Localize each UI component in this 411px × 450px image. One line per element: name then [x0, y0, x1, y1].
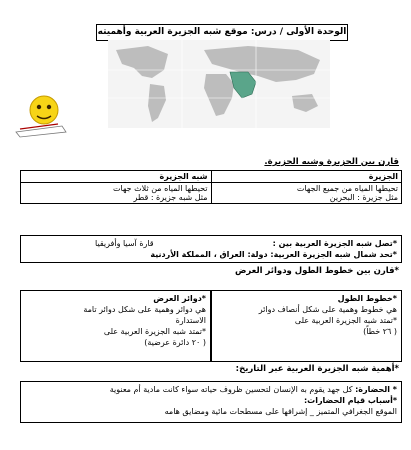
peninsula-example: مثل شبه جزيرة : قطر	[133, 193, 208, 202]
civilization-definition	[25, 384, 397, 395]
civilization-box	[20, 381, 402, 423]
longitude-line3: ( ٢٦ خطاً)	[363, 327, 397, 336]
civilization-label: * الحضارة:	[355, 385, 397, 394]
longitude-title: *خطوط الطول	[337, 294, 397, 303]
lesson-title: الوحدة الأولى / درس: موقع شبه الجزيرة العربية وأهميته	[96, 24, 348, 41]
island-example: مثل جزيرة : البحرين	[329, 193, 398, 202]
north-border-line: *تحد شمال شبه الجزيرة العربية: دولة: العراق ، المملكة الأردنية	[150, 250, 397, 259]
section3-heading: *قارن بين خطوط الطول ودوائر العرض	[234, 266, 399, 276]
section4-heading: *أهمية شبه الجزيرة العربية عبر التاريخ:	[235, 364, 399, 374]
connection-box	[20, 235, 402, 263]
civilization-text: كل جهد يقوم به الإنسان لتحسين ظروف حياته سواء كانت مادية أم معنوية	[109, 385, 356, 394]
island-vs-peninsula-table	[20, 170, 402, 204]
connection-label: *تصل شبه الجزيرة العربية بين :	[272, 239, 397, 248]
connection-value: قارة آسيا وأفريقيا	[95, 239, 154, 248]
longitude-cell	[211, 290, 402, 362]
latitude-line4: ( ٢٠ دائرة عرضية)	[144, 338, 206, 347]
latitude-title: *دوائر العرض	[153, 294, 206, 303]
world-map-image	[108, 40, 330, 128]
civilization-reasons-title: *أسباب قيام الحضارات:	[303, 396, 397, 405]
civilization-reasons: الموقع الجغرافي المتميز _ إشرافها على مسطحات مائية ومضايق هامه	[164, 407, 397, 416]
connection-row	[25, 238, 397, 249]
peninsula-description: تحيطها المياه من ثلاث جهات	[113, 184, 208, 193]
longitude-latitude-table	[20, 290, 402, 362]
latitude-cell	[20, 290, 211, 362]
latitude-line1: هي دوائر وهمية على شكل دوائر تامة	[83, 305, 206, 314]
col-header-peninsula: شبه الجزيرة	[21, 171, 212, 183]
col-header-island: الجزيرة	[211, 171, 402, 183]
latitude-line2: الاستدارة	[175, 316, 206, 325]
longitude-line2: *تمتد شبه الجزيرة العربية على	[294, 316, 397, 325]
island-cell	[211, 183, 402, 204]
latitude-line3: *تمتد شبه الجزيرة العربية على	[103, 327, 206, 336]
longitude-line1: هي خطوط وهمية على شكل أنصاف دوائر	[258, 305, 397, 314]
island-description: تحيطها المياه من جميع الجهات	[296, 184, 398, 193]
thinking-emoji-image	[10, 92, 70, 138]
peninsula-cell	[21, 183, 212, 204]
section1-heading: قارن بين الجزيرة وشبه الجزيرة.	[264, 157, 399, 167]
